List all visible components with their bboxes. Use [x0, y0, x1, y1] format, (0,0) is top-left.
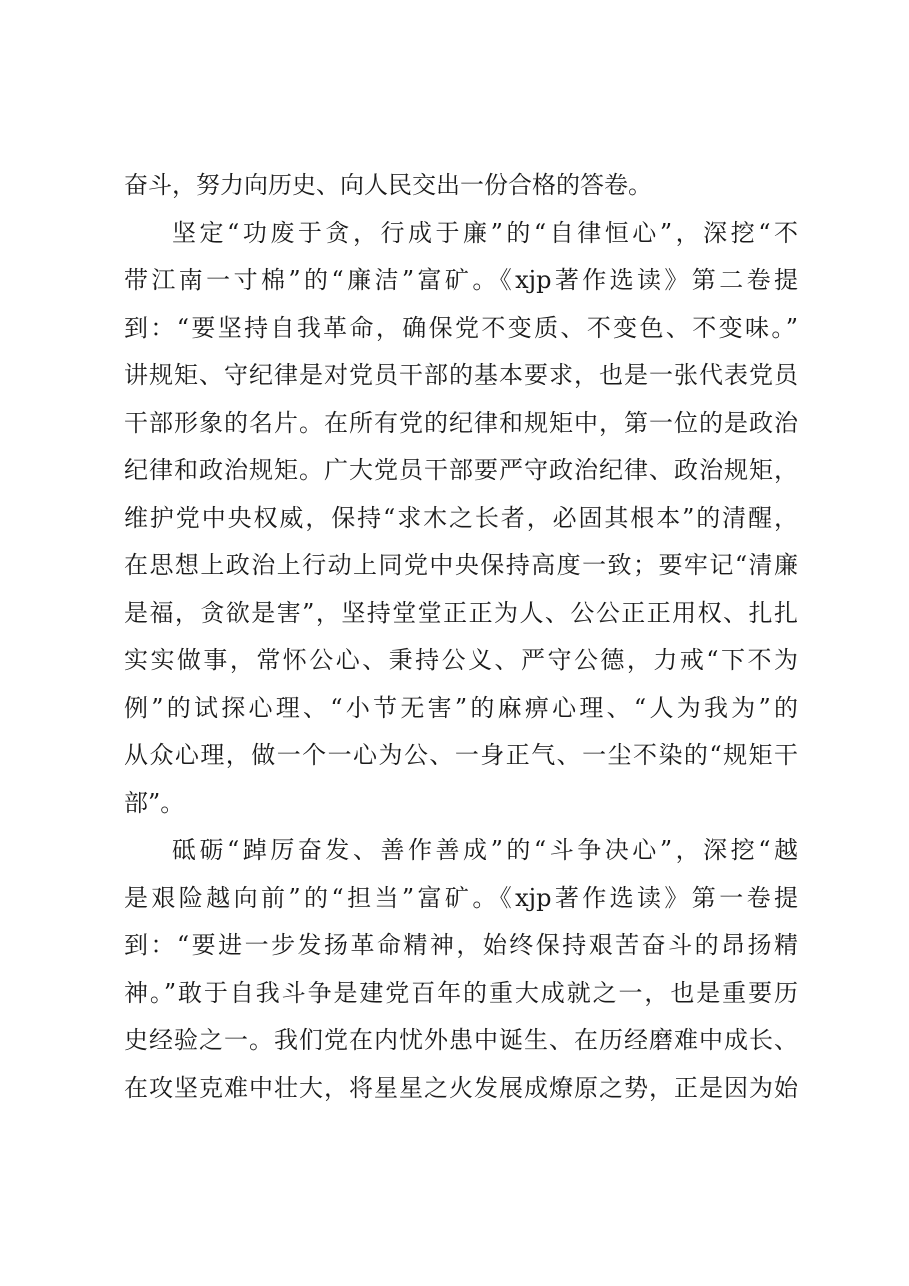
text-line: 干部形象的名片。在所有党的纪律和规矩中，第一位的是政治: [124, 408, 798, 437]
text-line: 部”。: [124, 788, 185, 817]
paragraph: [124, 210, 798, 828]
text-line: 纪律和政治规矩。广大党员干部要严守政治纪律、政治规矩，: [124, 456, 798, 484]
text-line: 神。”敢于自我斗争是建党百年的重大成就之一，也是重要历: [124, 978, 798, 1007]
text-line: 坚定“功废于贪，行成于廉”的“自律恒心”，深挖“不: [172, 218, 798, 247]
text-line: 在思想上政治上行动上同党中央保持高度一致；要牢记“清廉: [124, 551, 798, 579]
text-line: 在攻坚克难中壮大，将星星之火发展成燎原之势，正是因为始: [124, 1073, 798, 1102]
paragraph: [124, 162, 798, 210]
text-line: 讲规矩、守纪律是对党员干部的基本要求，也是一张代表党员: [124, 361, 798, 389]
text-line: 从众心理，做一个一心为公、一身正气、一尘不染的“规矩干: [124, 741, 798, 769]
document-body: [124, 162, 798, 1112]
text-line: 维护党中央权威，保持“求木之长者，必固其根本”的清醒，: [124, 503, 798, 532]
text-line: 带江南一寸棉”的“廉洁”富矿。《xjp著作选读》第二卷提: [124, 266, 798, 294]
text-line: 实实做事，常怀公心、秉持公义、严守公德，力戒“下不为: [124, 646, 798, 674]
text-line: 史经验之一。我们党在内忧外患中诞生、在历经磨难中成长、: [124, 1026, 798, 1054]
text-line: 砥砺“踔厉奋发、善作善成”的“斗争决心”，深挖“越: [172, 836, 798, 864]
text-line: 到：“要进一步发扬革命精神，始终保持艰苦奋斗的昂扬精: [124, 931, 798, 959]
text-line: 是艰险越向前”的“担当”富矿。《xjp著作选读》第一卷提: [124, 883, 798, 912]
paragraph: [124, 827, 798, 1112]
text-line: 例”的试探心理、“小节无害”的麻痹心理、“人为我为”的: [124, 693, 798, 722]
text-line: 是福，贪欲是害”，坚持堂堂正正为人、公公正正用权、扎扎: [124, 598, 798, 627]
text-line: 奋斗，努力向历史、向人民交出一份合格的答卷。: [124, 171, 652, 199]
text-line: 到：“要坚持自我革命，确保党不变质、不变色、不变味。”: [124, 313, 798, 342]
